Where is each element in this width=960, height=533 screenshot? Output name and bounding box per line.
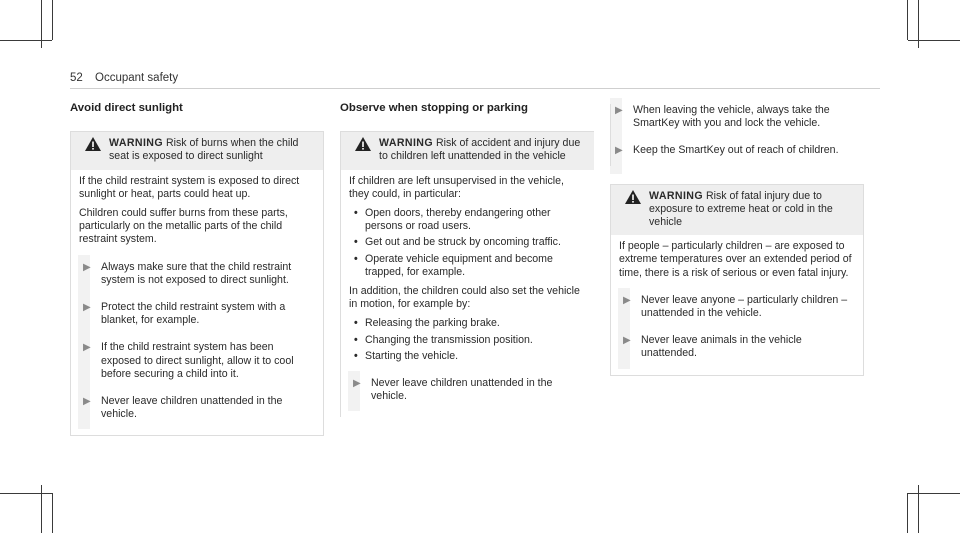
crop-mark — [0, 493, 52, 494]
action-text: If the child restraint system has been exposed to direct sunlight, allow it to cool before securing a child into it. — [101, 341, 294, 380]
section-title: Occupant safety — [95, 72, 179, 84]
crop-mark — [907, 493, 908, 533]
warning-header — [71, 132, 323, 169]
action-text: Never leave animals in the vehicle unattended. — [641, 334, 802, 360]
warning-text: Risk of burns when the child seat is exposed to direct sunlight — [109, 137, 299, 163]
crop-mark — [907, 0, 908, 40]
list-item: • Starting the vehicle. — [354, 349, 459, 362]
column-2 — [340, 100, 594, 417]
column-1 — [70, 100, 324, 436]
continued-steps — [610, 104, 864, 166]
list-item: • Operate vehicle equipment and become trapped, for example. — [354, 252, 553, 278]
paragraph: If the child restraint system is exposed to direct sunlight or heat, parts could heat up. — [79, 174, 300, 200]
bullet-list — [349, 317, 586, 363]
list-item: • Changing the transmission position. — [354, 333, 533, 346]
warning-label: WARNING — [109, 137, 163, 150]
action-step — [619, 334, 855, 360]
list-item: • Releasing the parking brake. — [354, 317, 500, 330]
arrow-icon: ▶ — [83, 302, 91, 314]
action-text: Never leave anyone – particularly children – unattended in the vehicle. — [641, 293, 848, 320]
page-header — [70, 72, 178, 84]
action-step — [79, 261, 315, 287]
warning-box — [610, 184, 864, 376]
arrow-icon: ▶ — [83, 396, 91, 408]
arrow-icon: ▶ — [623, 294, 631, 306]
arrow-icon: ▶ — [615, 145, 623, 157]
page-number: 52 — [70, 72, 83, 84]
arrow-icon: ▶ — [83, 342, 91, 354]
action-text: Always make sure that the child restraint system is not exposed to direct sunlight. — [101, 260, 292, 286]
action-text: Keep the SmartKey out of reach of children. — [633, 144, 839, 157]
list-item: • Get out and be struck by oncoming traffic. — [354, 236, 561, 249]
crop-mark — [52, 0, 53, 40]
action-step — [619, 294, 855, 320]
warning-box — [340, 131, 594, 417]
action-step — [611, 144, 864, 165]
paragraph: If people – particularly children – are exposed to extreme temperatures over an extended period of time, there is a risk of serious or even fatal injury. — [619, 240, 852, 279]
action-text: Protect the child restraint system with a blanket, for example. — [101, 301, 286, 327]
action-step — [79, 301, 315, 327]
action-step — [611, 104, 864, 130]
action-text: Never leave children unattended in the vehicle. — [101, 395, 283, 421]
column-3 — [610, 100, 864, 376]
crop-mark — [908, 493, 960, 494]
bullet-list — [349, 207, 586, 279]
warning-label: WARNING — [649, 189, 703, 202]
arrow-icon: ▶ — [615, 105, 623, 116]
section-heading: Observe when stopping or parking — [340, 102, 528, 114]
paragraph: If children are left unsupervised in the vehicle, they could, in particular: — [349, 174, 564, 200]
warning-text: Risk of accident and injury due to children left unattended in the vehicle — [379, 137, 581, 163]
action-step — [79, 395, 315, 421]
warning-triangle-icon — [84, 136, 102, 152]
warning-box — [70, 131, 324, 436]
warning-body — [341, 170, 594, 418]
warning-body — [71, 170, 323, 436]
action-text: Never leave children unattended in the vehicle. — [371, 377, 553, 403]
arrow-icon: ▶ — [623, 335, 631, 347]
warning-header — [611, 185, 863, 236]
action-step — [349, 377, 586, 403]
crop-mark — [52, 493, 53, 533]
warning-triangle-icon — [354, 136, 372, 152]
paragraph: Children could suffer burns from these parts, particularly on the metallic parts of the child restraint system. — [79, 207, 288, 246]
warning-body — [611, 235, 863, 374]
warning-triangle-icon — [624, 189, 642, 205]
arrow-icon: ▶ — [83, 261, 91, 273]
action-step — [79, 341, 315, 381]
section-heading: Avoid direct sunlight — [70, 102, 183, 114]
warning-header — [341, 132, 594, 169]
list-item: • Open doors, thereby endangering other persons or road users. — [354, 207, 551, 233]
crop-mark — [908, 40, 960, 41]
paragraph: In addition, the children could also set the vehicle in motion, for example by: — [349, 285, 580, 311]
warning-label: WARNING — [379, 137, 433, 150]
warning-text: Risk of fatal injury due to exposure to extreme heat or cold in the vehicle — [649, 189, 833, 229]
arrow-icon: ▶ — [353, 378, 361, 390]
header-rule — [70, 88, 880, 89]
action-text: When leaving the vehicle, always take the SmartKey with you and lock the vehicle. — [633, 104, 830, 130]
crop-mark — [0, 40, 52, 41]
